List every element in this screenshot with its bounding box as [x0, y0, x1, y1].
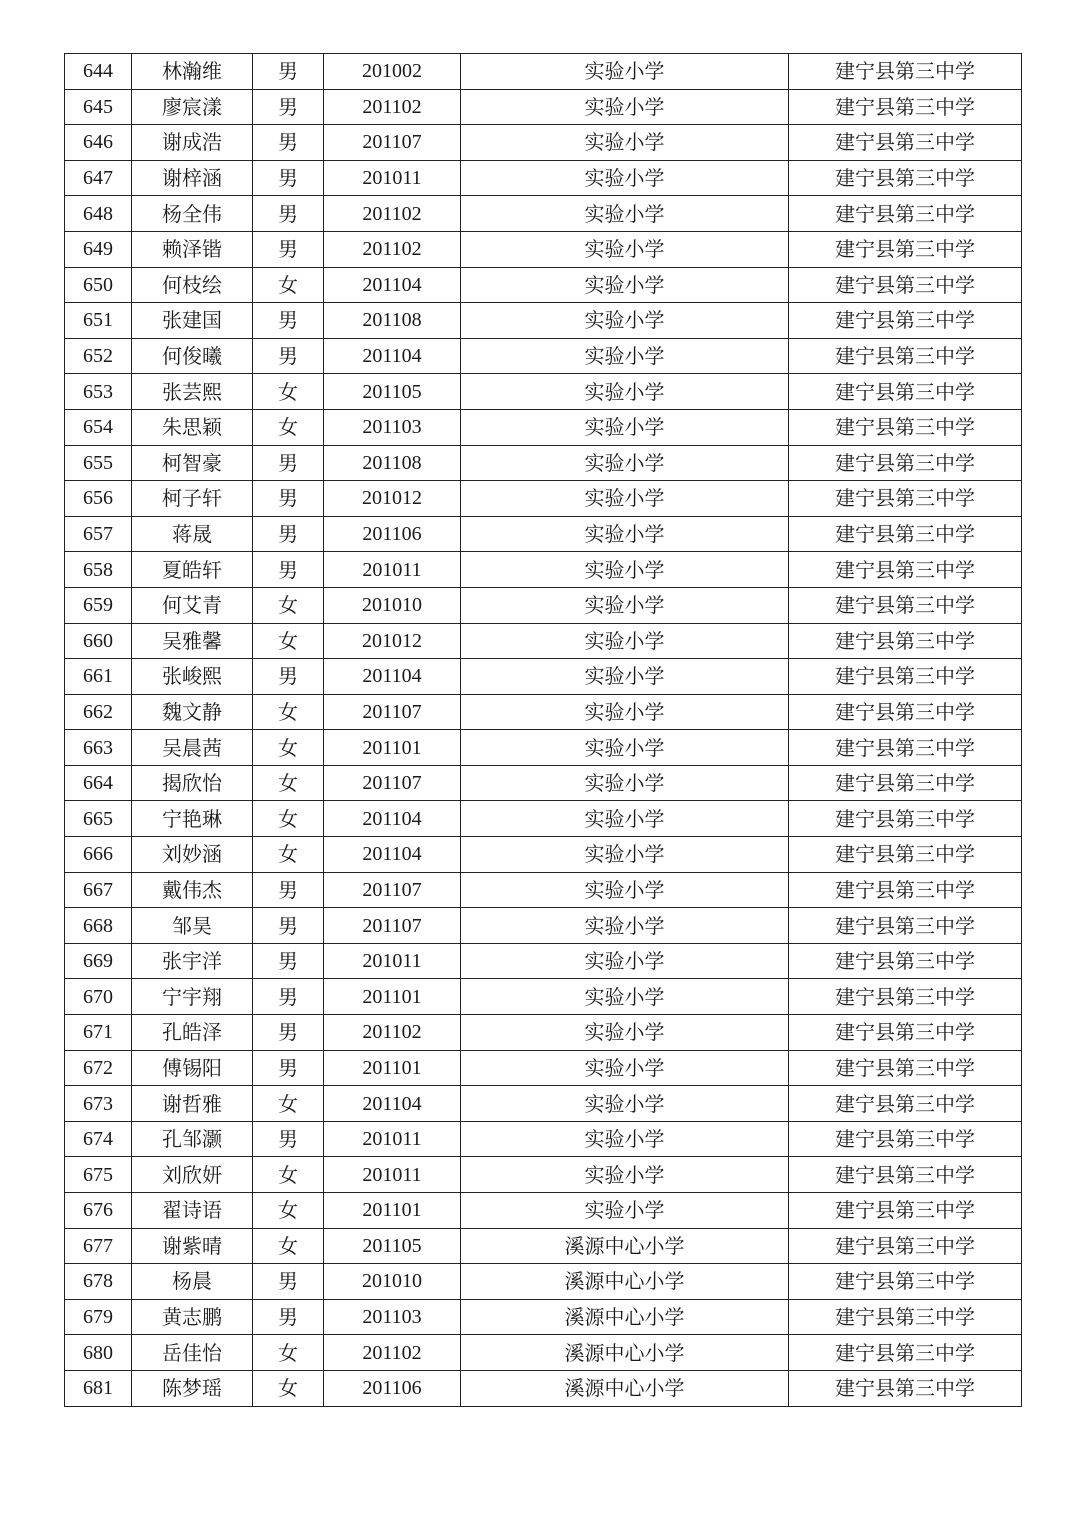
- student-name-cell: 何艾青: [132, 587, 253, 623]
- serial-number-cell: 652: [65, 338, 132, 374]
- birth-month-cell: 201107: [324, 694, 461, 730]
- primary-school-cell: 实验小学: [461, 303, 789, 339]
- table-row: [65, 1228, 1022, 1264]
- gender-cell: 女: [253, 1335, 324, 1371]
- gender-cell: 男: [253, 338, 324, 374]
- gender-cell: 男: [253, 196, 324, 232]
- birth-month-cell: 201104: [324, 801, 461, 837]
- student-name-cell: 谢紫晴: [132, 1228, 253, 1264]
- student-name-cell: 吴晨茜: [132, 730, 253, 766]
- gender-cell: 男: [253, 160, 324, 196]
- table-row: [65, 231, 1022, 267]
- student-name-cell: 何枝绘: [132, 267, 253, 303]
- birth-month-cell: 201104: [324, 267, 461, 303]
- primary-school-cell: 实验小学: [461, 516, 789, 552]
- serial-number-cell: 677: [65, 1228, 132, 1264]
- table-row: [65, 54, 1022, 90]
- serial-number-cell: 678: [65, 1264, 132, 1300]
- table-row: [65, 837, 1022, 873]
- primary-school-cell: 实验小学: [461, 374, 789, 410]
- primary-school-cell: 实验小学: [461, 481, 789, 517]
- birth-month-cell: 201107: [324, 765, 461, 801]
- primary-school-cell: 实验小学: [461, 694, 789, 730]
- birth-month-cell: 201108: [324, 445, 461, 481]
- birth-month-cell: 201102: [324, 231, 461, 267]
- primary-school-cell: 实验小学: [461, 552, 789, 588]
- birth-month-cell: 201106: [324, 1370, 461, 1406]
- primary-school-cell: 实验小学: [461, 1050, 789, 1086]
- birth-month-cell: 201104: [324, 837, 461, 873]
- serial-number-cell: 670: [65, 979, 132, 1015]
- primary-school-cell: 溪源中心小学: [461, 1299, 789, 1335]
- assigned-middle-school-cell: 建宁县第三中学: [789, 196, 1022, 232]
- serial-number-cell: 649: [65, 231, 132, 267]
- student-name-cell: 张建国: [132, 303, 253, 339]
- primary-school-cell: 实验小学: [461, 338, 789, 374]
- table-row: [65, 801, 1022, 837]
- birth-month-cell: 201011: [324, 1157, 461, 1193]
- assigned-middle-school-cell: 建宁县第三中学: [789, 979, 1022, 1015]
- birth-month-cell: 201105: [324, 374, 461, 410]
- table-row: [65, 1264, 1022, 1300]
- assigned-middle-school-cell: 建宁县第三中学: [789, 1264, 1022, 1300]
- assigned-middle-school-cell: 建宁县第三中学: [789, 1335, 1022, 1371]
- gender-cell: 男: [253, 552, 324, 588]
- birth-month-cell: 201106: [324, 516, 461, 552]
- serial-number-cell: 669: [65, 943, 132, 979]
- primary-school-cell: 实验小学: [461, 1157, 789, 1193]
- student-name-cell: 戴伟杰: [132, 872, 253, 908]
- table-row: [65, 1335, 1022, 1371]
- primary-school-cell: 实验小学: [461, 231, 789, 267]
- table-row: [65, 338, 1022, 374]
- primary-school-cell: 溪源中心小学: [461, 1228, 789, 1264]
- birth-month-cell: 201103: [324, 409, 461, 445]
- gender-cell: 女: [253, 694, 324, 730]
- table-row: [65, 1086, 1022, 1122]
- primary-school-cell: 实验小学: [461, 872, 789, 908]
- student-roster-table: [64, 53, 1022, 1407]
- student-name-cell: 谢成浩: [132, 125, 253, 161]
- birth-month-cell: 201102: [324, 89, 461, 125]
- gender-cell: 男: [253, 659, 324, 695]
- gender-cell: 女: [253, 587, 324, 623]
- serial-number-cell: 662: [65, 694, 132, 730]
- gender-cell: 男: [253, 979, 324, 1015]
- table-row: [65, 730, 1022, 766]
- table-row: [65, 1299, 1022, 1335]
- primary-school-cell: 溪源中心小学: [461, 1335, 789, 1371]
- serial-number-cell: 653: [65, 374, 132, 410]
- primary-school-cell: 实验小学: [461, 125, 789, 161]
- primary-school-cell: 实验小学: [461, 1193, 789, 1229]
- serial-number-cell: 676: [65, 1193, 132, 1229]
- birth-month-cell: 201010: [324, 587, 461, 623]
- birth-month-cell: 201011: [324, 160, 461, 196]
- table-row: [65, 872, 1022, 908]
- gender-cell: 男: [253, 1264, 324, 1300]
- primary-school-cell: 实验小学: [461, 837, 789, 873]
- primary-school-cell: 实验小学: [461, 659, 789, 695]
- serial-number-cell: 661: [65, 659, 132, 695]
- serial-number-cell: 658: [65, 552, 132, 588]
- serial-number-cell: 666: [65, 837, 132, 873]
- table-row: [65, 979, 1022, 1015]
- serial-number-cell: 679: [65, 1299, 132, 1335]
- assigned-middle-school-cell: 建宁县第三中学: [789, 659, 1022, 695]
- primary-school-cell: 实验小学: [461, 89, 789, 125]
- student-name-cell: 陈梦瑶: [132, 1370, 253, 1406]
- gender-cell: 女: [253, 1157, 324, 1193]
- student-name-cell: 柯智豪: [132, 445, 253, 481]
- assigned-middle-school-cell: 建宁县第三中学: [789, 54, 1022, 90]
- serial-number-cell: 681: [65, 1370, 132, 1406]
- student-name-cell: 孔皓泽: [132, 1015, 253, 1051]
- serial-number-cell: 650: [65, 267, 132, 303]
- table-row: [65, 374, 1022, 410]
- table-row: [65, 1370, 1022, 1406]
- student-name-cell: 何俊曦: [132, 338, 253, 374]
- table-row: [65, 765, 1022, 801]
- birth-month-cell: 201102: [324, 1015, 461, 1051]
- assigned-middle-school-cell: 建宁县第三中学: [789, 1370, 1022, 1406]
- assigned-middle-school-cell: 建宁县第三中学: [789, 374, 1022, 410]
- assigned-middle-school-cell: 建宁县第三中学: [789, 160, 1022, 196]
- gender-cell: 男: [253, 1299, 324, 1335]
- birth-month-cell: 201101: [324, 730, 461, 766]
- roster-body: [65, 54, 1022, 1407]
- primary-school-cell: 溪源中心小学: [461, 1370, 789, 1406]
- assigned-middle-school-cell: 建宁县第三中学: [789, 837, 1022, 873]
- assigned-middle-school-cell: 建宁县第三中学: [789, 409, 1022, 445]
- table-row: [65, 1050, 1022, 1086]
- serial-number-cell: 673: [65, 1086, 132, 1122]
- student-name-cell: 柯子轩: [132, 481, 253, 517]
- primary-school-cell: 实验小学: [461, 943, 789, 979]
- student-name-cell: 宁艳琳: [132, 801, 253, 837]
- table-row: [65, 1015, 1022, 1051]
- birth-month-cell: 201012: [324, 623, 461, 659]
- student-name-cell: 刘欣妍: [132, 1157, 253, 1193]
- gender-cell: 男: [253, 445, 324, 481]
- student-name-cell: 廖宸漾: [132, 89, 253, 125]
- birth-month-cell: 201011: [324, 1121, 461, 1157]
- table-row: [65, 409, 1022, 445]
- serial-number-cell: 675: [65, 1157, 132, 1193]
- student-name-cell: 张宇洋: [132, 943, 253, 979]
- assigned-middle-school-cell: 建宁县第三中学: [789, 481, 1022, 517]
- serial-number-cell: 657: [65, 516, 132, 552]
- assigned-middle-school-cell: 建宁县第三中学: [789, 1121, 1022, 1157]
- primary-school-cell: 实验小学: [461, 267, 789, 303]
- gender-cell: 男: [253, 481, 324, 517]
- primary-school-cell: 实验小学: [461, 54, 789, 90]
- birth-month-cell: 201107: [324, 908, 461, 944]
- primary-school-cell: 实验小学: [461, 409, 789, 445]
- table-row: [65, 694, 1022, 730]
- assigned-middle-school-cell: 建宁县第三中学: [789, 765, 1022, 801]
- assigned-middle-school-cell: 建宁县第三中学: [789, 694, 1022, 730]
- gender-cell: 男: [253, 54, 324, 90]
- primary-school-cell: 实验小学: [461, 730, 789, 766]
- gender-cell: 男: [253, 1121, 324, 1157]
- gender-cell: 女: [253, 1370, 324, 1406]
- serial-number-cell: 655: [65, 445, 132, 481]
- primary-school-cell: 实验小学: [461, 801, 789, 837]
- assigned-middle-school-cell: 建宁县第三中学: [789, 1193, 1022, 1229]
- gender-cell: 男: [253, 908, 324, 944]
- gender-cell: 女: [253, 267, 324, 303]
- birth-month-cell: 201108: [324, 303, 461, 339]
- assigned-middle-school-cell: 建宁县第三中学: [789, 1228, 1022, 1264]
- student-name-cell: 张峻熙: [132, 659, 253, 695]
- gender-cell: 女: [253, 837, 324, 873]
- primary-school-cell: 实验小学: [461, 979, 789, 1015]
- gender-cell: 女: [253, 409, 324, 445]
- assigned-middle-school-cell: 建宁县第三中学: [789, 125, 1022, 161]
- assigned-middle-school-cell: 建宁县第三中学: [789, 552, 1022, 588]
- primary-school-cell: 实验小学: [461, 196, 789, 232]
- primary-school-cell: 实验小学: [461, 908, 789, 944]
- gender-cell: 男: [253, 943, 324, 979]
- birth-month-cell: 201104: [324, 1086, 461, 1122]
- table-row: [65, 89, 1022, 125]
- assigned-middle-school-cell: 建宁县第三中学: [789, 1015, 1022, 1051]
- serial-number-cell: 665: [65, 801, 132, 837]
- student-name-cell: 魏文静: [132, 694, 253, 730]
- assigned-middle-school-cell: 建宁县第三中学: [789, 1086, 1022, 1122]
- serial-number-cell: 651: [65, 303, 132, 339]
- table-row: [65, 1193, 1022, 1229]
- table-row: [65, 481, 1022, 517]
- serial-number-cell: 645: [65, 89, 132, 125]
- serial-number-cell: 674: [65, 1121, 132, 1157]
- serial-number-cell: 654: [65, 409, 132, 445]
- assigned-middle-school-cell: 建宁县第三中学: [789, 1050, 1022, 1086]
- gender-cell: 女: [253, 374, 324, 410]
- serial-number-cell: 660: [65, 623, 132, 659]
- assigned-middle-school-cell: 建宁县第三中学: [789, 338, 1022, 374]
- birth-month-cell: 201010: [324, 1264, 461, 1300]
- assigned-middle-school-cell: 建宁县第三中学: [789, 801, 1022, 837]
- table-row: [65, 160, 1022, 196]
- table-row: [65, 196, 1022, 232]
- table-row: [65, 943, 1022, 979]
- serial-number-cell: 671: [65, 1015, 132, 1051]
- gender-cell: 男: [253, 89, 324, 125]
- student-name-cell: 赖泽锴: [132, 231, 253, 267]
- gender-cell: 男: [253, 303, 324, 339]
- birth-month-cell: 201101: [324, 1050, 461, 1086]
- primary-school-cell: 实验小学: [461, 445, 789, 481]
- serial-number-cell: 680: [65, 1335, 132, 1371]
- primary-school-cell: 实验小学: [461, 1121, 789, 1157]
- birth-month-cell: 201105: [324, 1228, 461, 1264]
- student-name-cell: 林瀚维: [132, 54, 253, 90]
- gender-cell: 女: [253, 730, 324, 766]
- student-name-cell: 谢梓涵: [132, 160, 253, 196]
- birth-month-cell: 201107: [324, 872, 461, 908]
- student-name-cell: 傅锡阳: [132, 1050, 253, 1086]
- student-name-cell: 蒋晟: [132, 516, 253, 552]
- primary-school-cell: 实验小学: [461, 623, 789, 659]
- table-row: [65, 125, 1022, 161]
- birth-month-cell: 201104: [324, 659, 461, 695]
- student-name-cell: 谢哲雅: [132, 1086, 253, 1122]
- student-name-cell: 夏皓轩: [132, 552, 253, 588]
- student-name-cell: 朱思颖: [132, 409, 253, 445]
- serial-number-cell: 646: [65, 125, 132, 161]
- student-name-cell: 刘妙涵: [132, 837, 253, 873]
- birth-month-cell: 201102: [324, 196, 461, 232]
- assigned-middle-school-cell: 建宁县第三中学: [789, 872, 1022, 908]
- serial-number-cell: 668: [65, 908, 132, 944]
- primary-school-cell: 实验小学: [461, 765, 789, 801]
- assigned-middle-school-cell: 建宁县第三中学: [789, 231, 1022, 267]
- assigned-middle-school-cell: 建宁县第三中学: [789, 516, 1022, 552]
- assigned-middle-school-cell: 建宁县第三中学: [789, 445, 1022, 481]
- serial-number-cell: 647: [65, 160, 132, 196]
- assigned-middle-school-cell: 建宁县第三中学: [789, 267, 1022, 303]
- birth-month-cell: 201107: [324, 125, 461, 161]
- assigned-middle-school-cell: 建宁县第三中学: [789, 1299, 1022, 1335]
- serial-number-cell: 664: [65, 765, 132, 801]
- assigned-middle-school-cell: 建宁县第三中学: [789, 623, 1022, 659]
- student-name-cell: 揭欣怡: [132, 765, 253, 801]
- gender-cell: 男: [253, 125, 324, 161]
- primary-school-cell: 实验小学: [461, 160, 789, 196]
- serial-number-cell: 672: [65, 1050, 132, 1086]
- serial-number-cell: 656: [65, 481, 132, 517]
- student-name-cell: 杨全伟: [132, 196, 253, 232]
- gender-cell: 女: [253, 765, 324, 801]
- assigned-middle-school-cell: 建宁县第三中学: [789, 303, 1022, 339]
- student-name-cell: 翟诗语: [132, 1193, 253, 1229]
- assigned-middle-school-cell: 建宁县第三中学: [789, 1157, 1022, 1193]
- table-row: [65, 267, 1022, 303]
- birth-month-cell: 201101: [324, 979, 461, 1015]
- gender-cell: 男: [253, 1050, 324, 1086]
- serial-number-cell: 663: [65, 730, 132, 766]
- assigned-middle-school-cell: 建宁县第三中学: [789, 943, 1022, 979]
- table-row: [65, 623, 1022, 659]
- primary-school-cell: 实验小学: [461, 587, 789, 623]
- assigned-middle-school-cell: 建宁县第三中学: [789, 730, 1022, 766]
- gender-cell: 女: [253, 623, 324, 659]
- gender-cell: 女: [253, 1193, 324, 1229]
- table-row: [65, 516, 1022, 552]
- birth-month-cell: 201011: [324, 552, 461, 588]
- birth-month-cell: 201011: [324, 943, 461, 979]
- table-row: [65, 445, 1022, 481]
- gender-cell: 女: [253, 1228, 324, 1264]
- birth-month-cell: 201103: [324, 1299, 461, 1335]
- assigned-middle-school-cell: 建宁县第三中学: [789, 587, 1022, 623]
- gender-cell: 女: [253, 801, 324, 837]
- student-name-cell: 孔邹灏: [132, 1121, 253, 1157]
- student-name-cell: 杨晨: [132, 1264, 253, 1300]
- student-name-cell: 宁宇翔: [132, 979, 253, 1015]
- gender-cell: 男: [253, 1015, 324, 1051]
- birth-month-cell: 201104: [324, 338, 461, 374]
- birth-month-cell: 201101: [324, 1193, 461, 1229]
- gender-cell: 女: [253, 1086, 324, 1122]
- student-name-cell: 岳佳怡: [132, 1335, 253, 1371]
- birth-month-cell: 201002: [324, 54, 461, 90]
- table-row: [65, 659, 1022, 695]
- gender-cell: 男: [253, 872, 324, 908]
- table-row: [65, 587, 1022, 623]
- serial-number-cell: 659: [65, 587, 132, 623]
- table-row: [65, 1121, 1022, 1157]
- student-name-cell: 黄志鹏: [132, 1299, 253, 1335]
- primary-school-cell: 实验小学: [461, 1086, 789, 1122]
- serial-number-cell: 648: [65, 196, 132, 232]
- table-row: [65, 1157, 1022, 1193]
- birth-month-cell: 201012: [324, 481, 461, 517]
- student-name-cell: 张芸熙: [132, 374, 253, 410]
- serial-number-cell: 667: [65, 872, 132, 908]
- primary-school-cell: 溪源中心小学: [461, 1264, 789, 1300]
- table-row: [65, 552, 1022, 588]
- gender-cell: 男: [253, 231, 324, 267]
- primary-school-cell: 实验小学: [461, 1015, 789, 1051]
- student-name-cell: 吴雅馨: [132, 623, 253, 659]
- serial-number-cell: 644: [65, 54, 132, 90]
- gender-cell: 男: [253, 516, 324, 552]
- birth-month-cell: 201102: [324, 1335, 461, 1371]
- assigned-middle-school-cell: 建宁县第三中学: [789, 908, 1022, 944]
- assigned-middle-school-cell: 建宁县第三中学: [789, 89, 1022, 125]
- table-row: [65, 908, 1022, 944]
- table-row: [65, 303, 1022, 339]
- student-name-cell: 邹昊: [132, 908, 253, 944]
